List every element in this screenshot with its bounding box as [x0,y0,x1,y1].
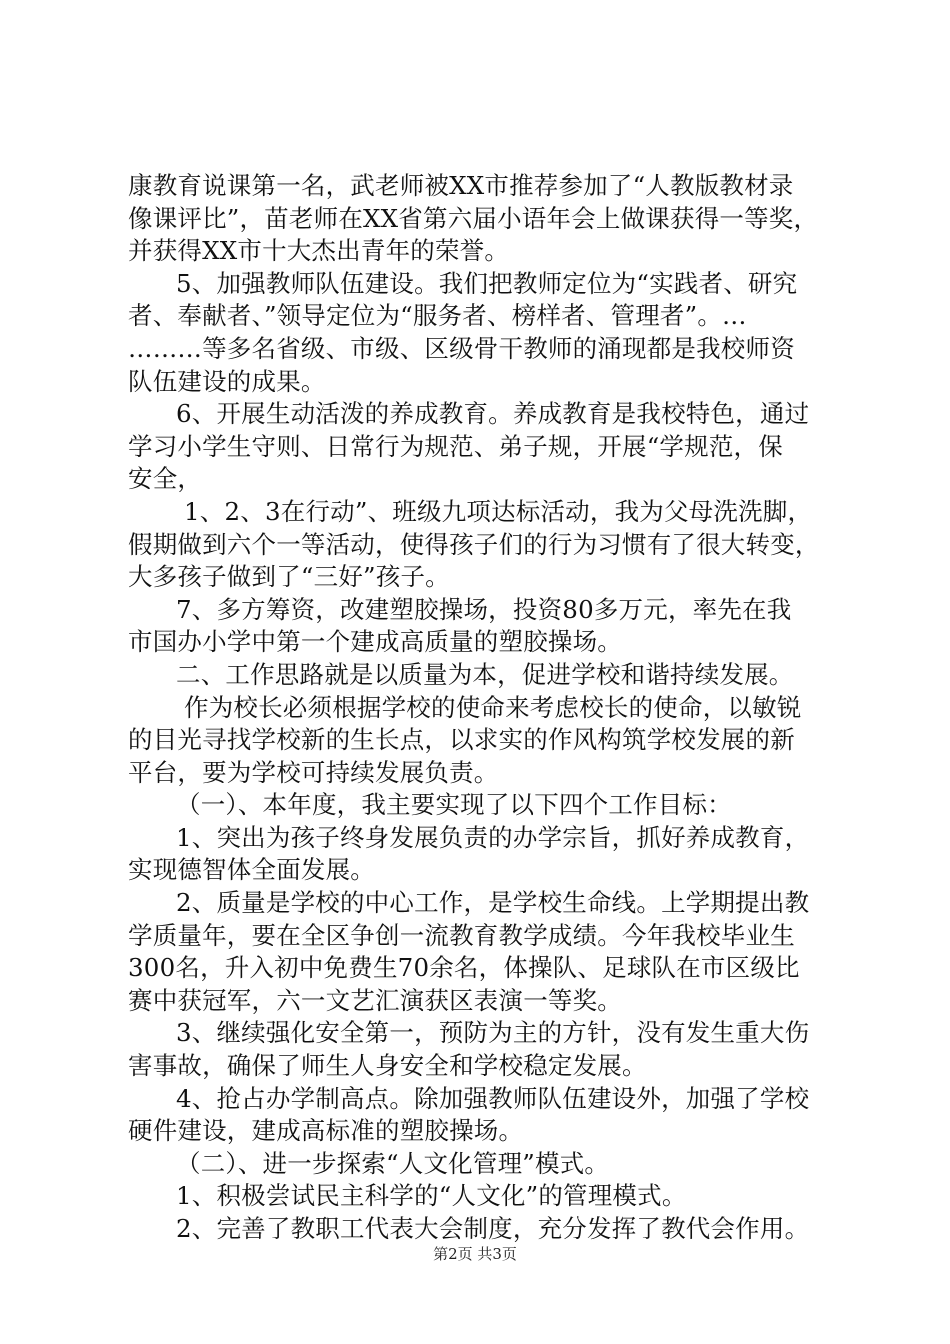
text-line: 学质量年，要在全区争创一流教育教学成绩。今年我校毕业生 [128,920,795,950]
text-line: 安全， [128,464,203,494]
text-line: ………等多名省级、市级、区级骨干教师的涌现都是我校师资 [128,333,795,363]
text-line: 平台，要为学校可持续发展负责。 [128,757,499,787]
text-line: 2、完善了教职工代表大会制度，充分发挥了教代会作用。 [176,1214,810,1243]
page-footer: 第2页 共3页 [433,1245,517,1263]
text-line: 作为校长必须根据学校的使命来考虑校长的使命，以敏锐 [184,692,802,722]
text-line: 硬件建设，建成高标准的塑胶操场。 [128,1116,524,1146]
text-line: 5、加强教师队伍建设。我们把教师定位为“实践者、研究 [176,268,798,298]
text-line: 6、开展生动活泼的养成教育。养成教育是我校特色，通过 [176,399,810,429]
text-line: （二）、进一步探索“人文化管理”模式。 [176,1148,610,1178]
text-line: 害事故，确保了师生人身安全和学校稳定发展。 [128,1051,647,1081]
text-line: 300名，升入初中免费生70余名，体操队、足球队在市区级比 [128,953,800,983]
text-line: 市国办小学中第一个建成高质量的塑胶操场。 [128,627,622,657]
text-line: 并获得XX市十大杰出青年的荣誉。 [128,236,510,266]
text-line: 假期做到六个一等活动，使得孩子们的行为习惯有了很大转变， [128,529,820,559]
text-line: 1、突出为孩子终身发展负责的办学宗旨，抓好养成教育， [176,822,810,852]
text-line: 2、质量是学校的中心工作，是学校生命线。上学期提出教 [176,888,810,918]
text-line: 二、工作思路就是以质量为本，促进学校和谐持续发展。 [176,659,794,689]
text-line: 康教育说课第一名，武老师被XX市推荐参加了“人教版教材录 [128,171,794,200]
text-line: 学习小学生守则、日常行为规范、弟子规，开展“学规范，保 [128,431,783,461]
document-body [128,170,833,1246]
text-line: 4、抢占办学制高点。除加强教师队伍建设外，加强了学校 [176,1083,810,1113]
text-line: 大多孩子做到了“三好”孩子。 [128,562,450,592]
text-line: 者、奉献者、”领导定位为“服务者、榜样者、管理者”。… [128,301,747,331]
text-line: 赛中获冠军，六一文艺汇演获区表演一等奖。 [128,985,622,1015]
text-line: 像课评比”，苗老师在XX省第六届小语年会上做课获得一等奖， [128,203,819,233]
text-line: 队伍建设的成果。 [128,366,326,396]
text-line: 3、继续强化安全第一，预防为主的方针，没有发生重大伤 [176,1018,810,1048]
text-line: 7、多方筹资，改建塑胶操场，投资80多万元，率先在我 [176,594,792,624]
text-line: 的目光寻找学校新的生长点，以求实的作风构筑学校发展的新 [128,725,795,755]
text-line: （一）、本年度，我主要实现了以下四个工作目标： [176,790,732,820]
text-line: 实现德智体全面发展。 [128,855,375,885]
text-line: 1、2、3在行动”、班级九项达标活动，我为父母洗洗脚， [184,496,813,526]
text-line: 1、积极尝试民主科学的“人文化”的管理模式。 [176,1181,687,1211]
